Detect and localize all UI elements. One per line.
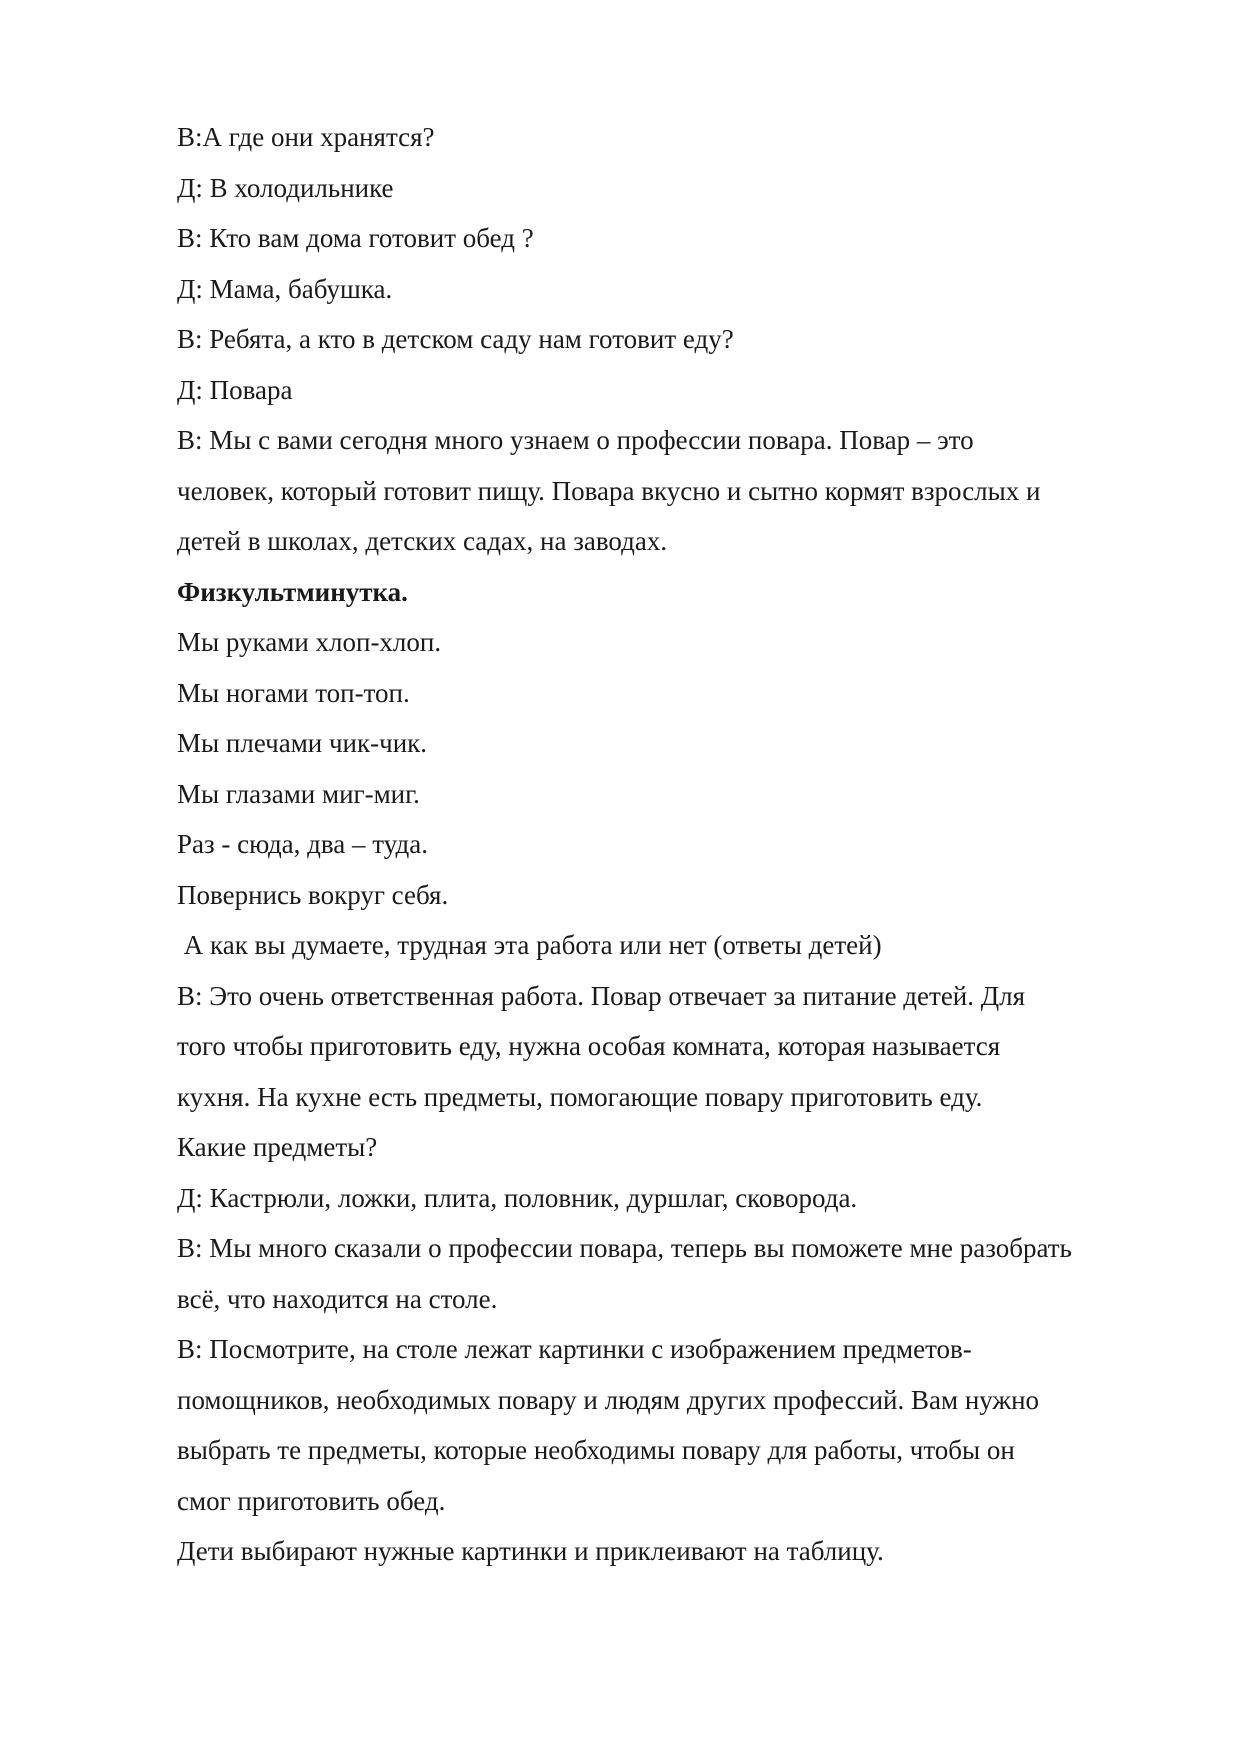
rhyme-line: Мы руками хлоп-хлоп. <box>177 627 442 657</box>
dialogue-line-continuation: выбрать те предметы, которые необходимы повару для работы, чтобы он <box>177 1435 1015 1465</box>
dialogue-line-teacher: В: Посмотрите, на столе лежат картинки с изображением предметов- <box>177 1334 972 1364</box>
dialogue-line-continuation: смог приготовить обед. <box>177 1485 446 1516</box>
activity-instruction: Дети выбирают нужные картинки и приклеивают на таблицу. <box>177 1536 884 1566</box>
dialogue-line-teacher: В: Кто вам дома готовит обед ? <box>177 223 534 253</box>
dialogue-line-children: Д: Кастрюли, ложки, плита, половник, дуршлаг, сковорода. <box>177 1182 858 1213</box>
dialogue-line-continuation: всё, что находится на столе. <box>177 1283 498 1314</box>
dialogue-line-children: Д: Мама, бабушка. <box>177 273 393 304</box>
dialogue-line-teacher: А как вы думаете, трудная эта работа или нет (ответы детей) <box>177 930 882 960</box>
dialogue-line-children: Д: В холодильнике <box>177 172 394 203</box>
rhyme-line: Мы ногами топ-топ. <box>177 677 410 708</box>
dialogue-line-teacher: В:А где они хранятся? <box>177 122 435 152</box>
dialogue-line-continuation: Какие предметы? <box>177 1132 378 1162</box>
dialogue-line-teacher: В: Мы много сказали о профессии повара, теперь вы поможете мне разобрать <box>177 1233 1072 1263</box>
document-body <box>177 112 1167 1577</box>
dialogue-line-continuation: кухня. На кухне есть предметы, помогающие повару приготовить еду. <box>177 1081 983 1112</box>
dialogue-line-continuation: человек, который готовит пищу. Повара вкусно и сытно кормят взрослых и <box>177 475 1041 506</box>
dialogue-line-continuation: детей в школах, детских садах, на заводах. <box>177 526 668 556</box>
dialogue-line-teacher: В: Мы с вами сегодня много узнаем о профессии повара. Повар – это <box>177 425 974 455</box>
rhyme-line: Мы глазами миг-миг. <box>177 778 420 809</box>
section-heading: Физкультминутка. <box>177 576 408 607</box>
dialogue-line-teacher: В: Это очень ответственная работа. Повар отвечает за питание детей. Для <box>177 980 1026 1011</box>
dialogue-line-continuation: того чтобы приготовить еду, нужна особая комната, которая называется <box>177 1031 1001 1061</box>
rhyme-line: Повернись вокруг себя. <box>177 879 449 910</box>
rhyme-line: Мы плечами чик-чик. <box>177 728 428 758</box>
dialogue-line-teacher: В: Ребята, а кто в детском саду нам готовит еду? <box>177 324 734 354</box>
rhyme-line: Раз - сюда, два – туда. <box>177 829 428 859</box>
dialogue-line-continuation: помощников, необходимых повару и людям других профессий. Вам нужно <box>177 1384 1040 1415</box>
dialogue-line-children: Д: Повара <box>177 374 293 405</box>
